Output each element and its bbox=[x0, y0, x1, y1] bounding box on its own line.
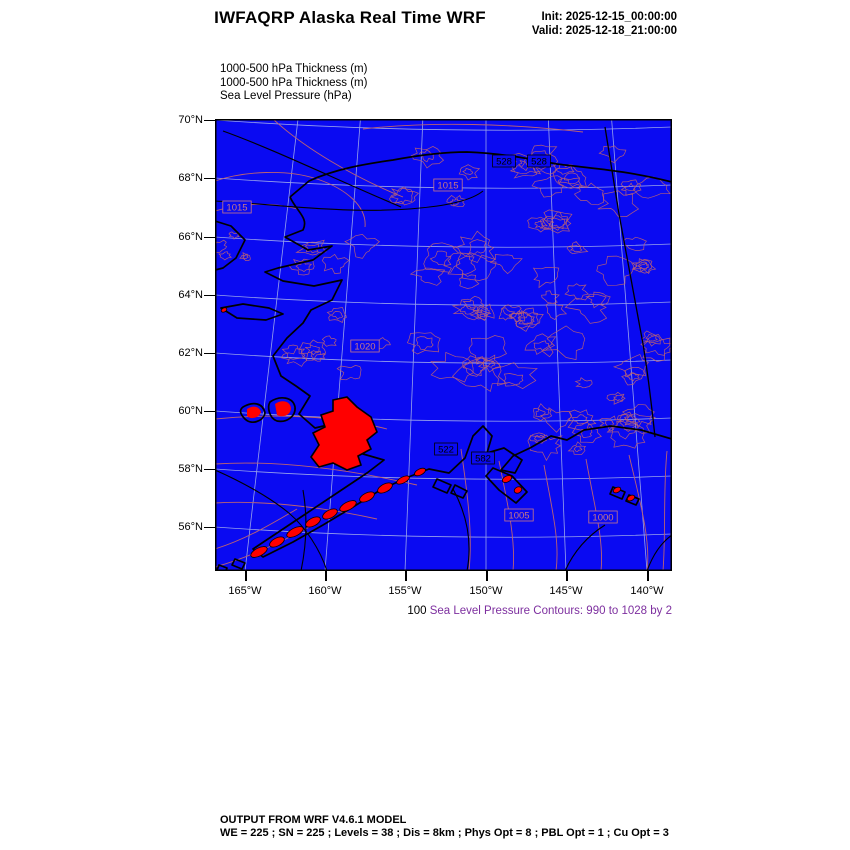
lon-tick bbox=[647, 571, 649, 581]
svg-text:528: 528 bbox=[531, 156, 547, 168]
lat-tick bbox=[204, 527, 215, 529]
map-image bbox=[215, 119, 672, 571]
thickness-contour-label bbox=[435, 443, 458, 456]
run-times bbox=[532, 10, 677, 38]
lat-label: 58°N bbox=[178, 463, 203, 475]
lat-label: 68°N bbox=[178, 172, 203, 184]
pressure-contour-label bbox=[223, 201, 251, 214]
legend-line: 1000-500 hPa Thickness (m) bbox=[220, 63, 368, 75]
lon-label: 140°W bbox=[630, 585, 664, 597]
legend-line: 1000-500 hPa Thickness (m) bbox=[220, 76, 368, 89]
svg-text:582: 582 bbox=[475, 453, 491, 465]
footer-line1: OUTPUT FROM WRF V4.6.1 MODEL bbox=[220, 814, 407, 826]
init-time: Init: 2025-12-15_00:00:00 bbox=[541, 11, 677, 23]
wrf-map bbox=[215, 119, 672, 571]
lat-label: 70°N bbox=[178, 114, 203, 126]
lon-tick bbox=[325, 571, 327, 581]
lat-tick bbox=[204, 295, 215, 297]
svg-text:1020: 1020 bbox=[354, 341, 376, 353]
lon-label: 160°W bbox=[308, 585, 342, 597]
valid-time: Valid: 2025-12-18_21:00:00 bbox=[531, 25, 677, 37]
lat-tick bbox=[204, 178, 215, 180]
lat-label: 60°N bbox=[178, 405, 203, 417]
lat-tick bbox=[204, 353, 215, 355]
legend-line: Sea Level Pressure (hPa) bbox=[220, 90, 352, 102]
lon-tick bbox=[566, 571, 568, 581]
svg-text:1015: 1015 bbox=[226, 202, 248, 214]
pressure-contour-label bbox=[351, 340, 379, 353]
pressure-contour-label bbox=[589, 511, 617, 524]
lat-label: 66°N bbox=[178, 231, 203, 243]
pressure-contour-label bbox=[505, 509, 533, 522]
svg-text:1005: 1005 bbox=[508, 510, 530, 522]
lon-label: 155°W bbox=[388, 585, 422, 597]
lon-label: 150°W bbox=[469, 585, 503, 597]
lon-label: 145°W bbox=[549, 585, 583, 597]
lat-tick bbox=[204, 469, 215, 471]
lat-label: 56°N bbox=[178, 521, 203, 533]
lon-tick bbox=[405, 571, 407, 581]
lat-label: 64°N bbox=[178, 289, 203, 301]
lat-tick bbox=[204, 411, 215, 413]
lon-label: 165°W bbox=[228, 585, 262, 597]
contour-caption bbox=[407, 605, 672, 617]
svg-text:1015: 1015 bbox=[437, 180, 459, 192]
pressure-contour-label bbox=[434, 179, 462, 192]
svg-text:522: 522 bbox=[438, 444, 454, 456]
field-legend bbox=[220, 63, 367, 104]
model-footer bbox=[220, 814, 669, 840]
lat-tick bbox=[204, 237, 215, 239]
svg-text:528: 528 bbox=[496, 156, 512, 168]
thickness-contour-label bbox=[528, 155, 551, 168]
footer-line2: WE = 225 ; SN = 225 ; Levels = 38 ; Dis = 8km ; Phys Opt = 8 ; PBL Opt = 1 ; Cu Opt = 3 bbox=[220, 827, 669, 839]
page-title: IWFAQRP Alaska Real Time WRF bbox=[214, 8, 486, 27]
thickness-contour-label bbox=[472, 452, 495, 465]
lat-tick bbox=[204, 120, 215, 122]
thickness-contour-label bbox=[493, 155, 516, 168]
lon-tick bbox=[245, 571, 247, 581]
lat-label: 62°N bbox=[178, 347, 203, 359]
caption-overlap-label: 100 bbox=[407, 605, 427, 617]
svg-text:1000: 1000 bbox=[592, 512, 614, 524]
caption-text: Sea Level Pressure Contours: 990 to 1028 by 2 bbox=[429, 605, 672, 617]
lon-tick bbox=[486, 571, 488, 581]
